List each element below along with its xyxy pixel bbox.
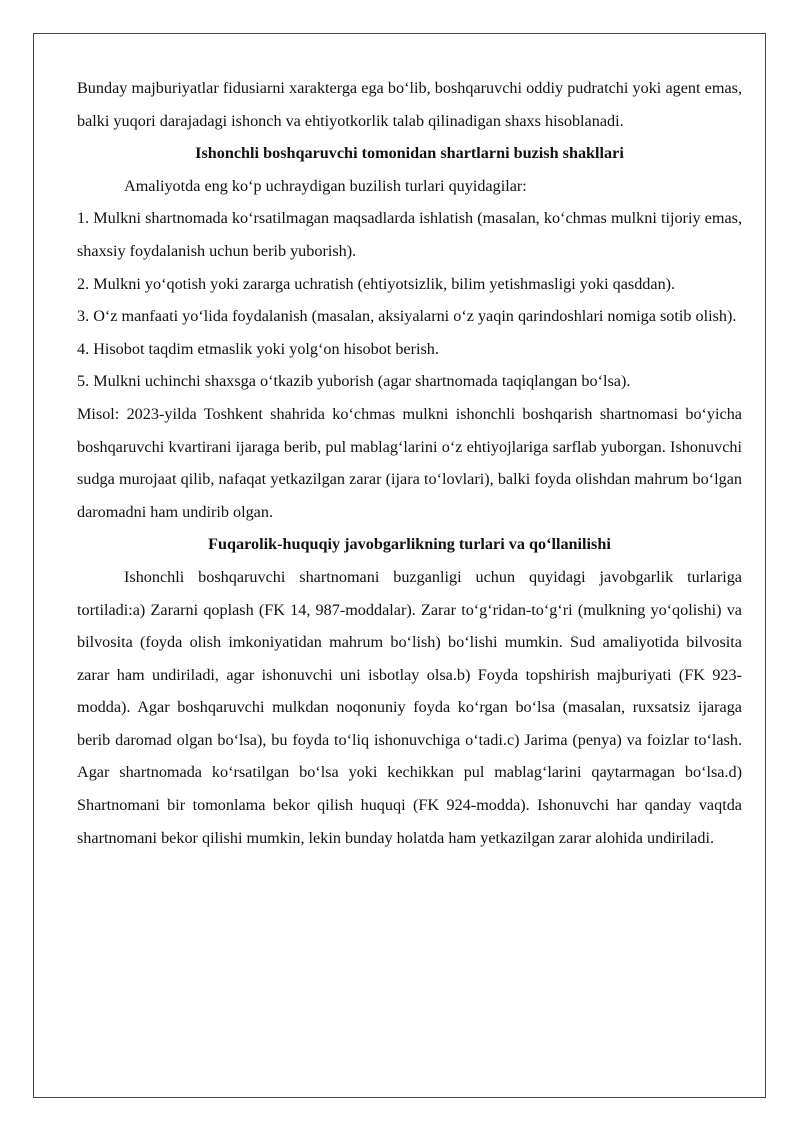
paragraph-liability: Ishonchli boshqaruvchi shartnomani buzganligi uchun quyidagi javobgarlik turlariga tortiladi:a) Zararni qoplash (FK 14, 987-moddalar). Zarar to‘g‘ridan-to‘g‘ri (mulkning yo‘qolishi) va bilvosita (foyda olish imkoniyatidan mahrum bo‘lish) bo‘lishi mumkin. Sud amaliyotida bilvosita zarar ham undiriladi, agar ishonuvchi uni isbotlay olsa.b) Foyda topshirish majburiyati (FK 923-modda). Agar boshqaruvchi mulkdan noqonuniy foyda ko‘rgan bo‘lsa (masalan, ruxsatsiz ijaraga berib daromad olgan bo‘lsa), bu foyda to‘liq ishonuvchiga o‘tadi.c) Jarima (penya) va foizlar to‘lash. Agar shartnomada ko‘rsatilgan bo‘lsa yoki kechikkan pul mablag‘larini qaytarmagan bo‘lsa.d) Shartnomani bir tomonlama bekor qilish huquqi (FK 924-modda). Ishonuvchi har qanday vaqtda shartnomani bekor qilishi mumkin, lekin bunday holatda ham yetkazilgan zarar alohida undiriladi. xyxy=(77,567,742,847)
list-item-5: 5. Mulkni uchinchi shaxsga o‘tkazib yuborish (agar shartnomada taqiqlangan bo‘lsa). xyxy=(77,372,631,391)
paragraph-example: Misol: 2023-yilda Toshkent shahrida ko‘chmas mulkni ishonchli boshqarish shartnomasi bo‘yicha boshqaruvchi kvartirani ijaraga berib, pul mablag‘larini o‘z ehtiyojlariga sarflab yuborgan. Ishonuvchi sudga murojaat qilib, nafaqat yetkazilgan zarar (ijara to‘lovlari), balki foyda olishdan mahrum bo‘lgan daromadni ham undirib olgan. xyxy=(77,404,742,521)
document-body xyxy=(77,72,742,854)
list-item-1: 1. Mulkni shartnomada ko‘rsatilmagan maqsadlarda ishlatish (masalan, ko‘chmas mulkni tijoriy emas, shaxsiy foydalanish uchun berib yuborish). xyxy=(77,209,742,260)
paragraph-breach-intro: Amaliyotda eng ko‘p uchraydigan buzilish turlari quyidagilar: xyxy=(124,176,527,195)
heading-liability-types: Fuqarolik-huquqiy javobgarlikning turlari va qo‘llanilishi xyxy=(208,535,611,554)
list-item-3: 3. O‘z manfaati yo‘lida foydalanish (masalan, aksiyalarni o‘z yaqin qarindoshlari nomiga sotib olish). xyxy=(77,307,737,326)
paragraph-fiduciary-duty: Bunday majburiyatlar fidusiarni xarakterga ega bo‘lib, boshqaruvchi oddiy pudratchi yoki agent emas, balki yuqori darajadagi ishonch va ehtiyotkorlik talab qilinadigan shaxs hisoblanadi. xyxy=(77,79,742,130)
list-item-2: 2. Mulkni yo‘qotish yoki zararga uchratish (ehtiyotsizlik, bilim yetishmasligi yoki qasddan). xyxy=(77,274,676,293)
list-item-4: 4. Hisobot taqdim etmaslik yoki yolg‘on hisobot berish. xyxy=(77,339,439,358)
heading-breach-forms: Ishonchli boshqaruvchi tomonidan shartlarni buzish shakllari xyxy=(195,144,624,163)
